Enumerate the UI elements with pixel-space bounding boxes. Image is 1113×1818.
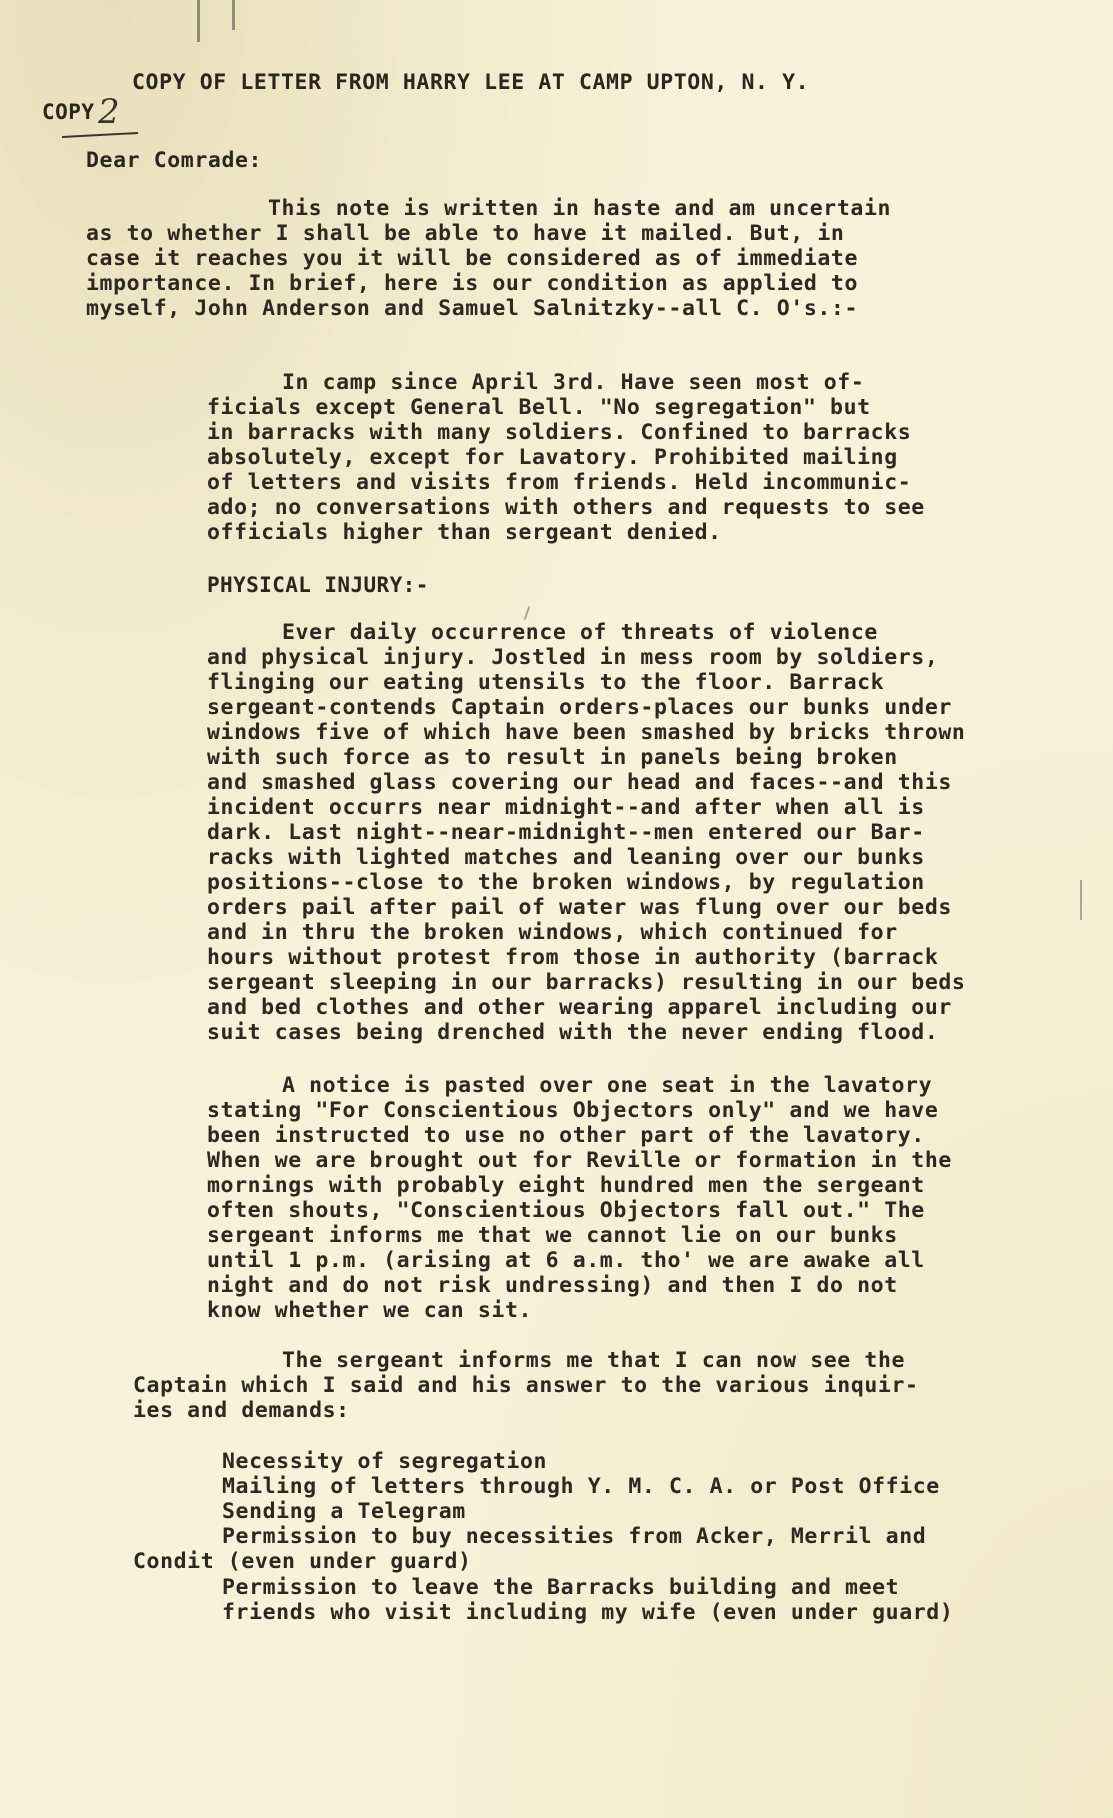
notice-line: night and do not risk undressing) and then I do not (207, 1273, 898, 1298)
injury-line: and physical injury. Jostled in mess room by soldiers, (207, 645, 939, 670)
copy-number-handwritten: 2 (98, 92, 120, 132)
notice-line: know whether we can sit. (207, 1298, 533, 1323)
pencil-mark (1080, 880, 1082, 920)
injury-line: flinging our eating utensils to the floor. Barrack (207, 670, 885, 695)
greeting: Dear Comrade: (86, 148, 263, 173)
copy-label: COPY (42, 100, 95, 124)
notice-line: mornings with probably eight hundred men the sergeant (207, 1173, 925, 1198)
notice-line: sergeant informs me that we cannot lie on our bunks (207, 1223, 898, 1248)
demand-item: friends who visit including my wife (even under guard) (222, 1600, 954, 1625)
intro-line: case it reaches you it will be considered as of immediate (86, 246, 859, 271)
injury-line: sergeant sleeping in our barracks) resulting in our beds (207, 970, 966, 995)
injury-line: with such force as to result in panels being broken (207, 745, 898, 770)
notice-line: stating "For Conscientious Objectors only" and we have (207, 1098, 939, 1123)
intro-line: as to whether I shall be able to have it mailed. But, in (86, 221, 845, 246)
demand-item: Necessity of segregation (222, 1449, 548, 1474)
section-heading: PHYSICAL INJURY:- (207, 573, 429, 597)
notice-line: been instructed to use no other part of the lavatory. (207, 1123, 925, 1148)
condition-line: of letters and visits from friends. Held incommunic- (207, 470, 912, 495)
condition-line: ficials except General Bell. "No segregation" but (207, 395, 871, 420)
captain-line: ies and demands: (133, 1398, 350, 1423)
notice-line: A notice is pasted over one seat in the lavatory (282, 1073, 933, 1098)
notice-line: When we are brought out for Reville or formation in the (207, 1148, 952, 1173)
letter-title: COPY OF LETTER FROM HARRY LEE AT CAMP UPTON, N. Y. (132, 70, 810, 95)
pencil-mark (524, 606, 531, 620)
injury-line: and smashed glass covering our head and faces--and this (207, 770, 952, 795)
injury-line: and in thru the broken windows, which continued for (207, 920, 898, 945)
injury-line: racks with lighted matches and leaning over our bunks (207, 845, 925, 870)
notice-line: until 1 p.m. (arising at 6 a.m. tho' we are awake all (207, 1248, 925, 1273)
captain-line: Captain which I said and his answer to the various inquir- (133, 1373, 919, 1398)
intro-line: myself, John Anderson and Samuel Salnitzky--all C. O's.:- (86, 296, 859, 321)
captain-line: The sergeant informs me that I can now see the (282, 1348, 906, 1373)
handwritten-underline (62, 132, 138, 138)
injury-line: and bed clothes and other wearing apparel including our (207, 995, 952, 1020)
demand-item: Condit (even under guard) (133, 1549, 472, 1574)
punch-mark (232, 0, 235, 30)
intro-line: This note is written in haste and am uncertain (268, 196, 892, 221)
intro-line: importance. In brief, here is our condition as applied to (86, 271, 859, 296)
injury-line: orders pail after pail of water was flung over our beds (207, 895, 952, 920)
demand-item: Sending a Telegram (222, 1499, 466, 1524)
demand-item: Mailing of letters through Y. M. C. A. or Post Office (222, 1474, 940, 1499)
injury-line: Ever daily occurrence of threats of violence (282, 620, 878, 645)
punch-mark (197, 0, 200, 42)
injury-line: windows five of which have been smashed by bricks thrown (207, 720, 966, 745)
condition-line: officials higher than sergeant denied. (207, 520, 722, 545)
condition-line: ado; no conversations with others and requests to see (207, 495, 925, 520)
condition-line: in barracks with many soldiers. Confined to barracks (207, 420, 912, 445)
notice-line: often shouts, "Conscientious Objectors fall out." The (207, 1198, 925, 1223)
injury-line: hours without protest from those in authority (barrack (207, 945, 939, 970)
injury-line: incident occurrs near midnight--and after when all is (207, 795, 925, 820)
condition-line: In camp since April 3rd. Have seen most of- (282, 370, 865, 395)
injury-line: suit cases being drenched with the never ending flood. (207, 1020, 939, 1045)
condition-line: absolutely, except for Lavatory. Prohibited mailing (207, 445, 898, 470)
demand-item: Permission to buy necessities from Acker, Merril and (222, 1524, 927, 1549)
injury-line: sergeant-contends Captain orders-places our bunks under (207, 695, 952, 720)
injury-line: positions--close to the broken windows, by regulation (207, 870, 925, 895)
injury-line: dark. Last night--near-midnight--men entered our Bar- (207, 820, 925, 845)
demand-item: Permission to leave the Barracks building and meet (222, 1575, 900, 1600)
